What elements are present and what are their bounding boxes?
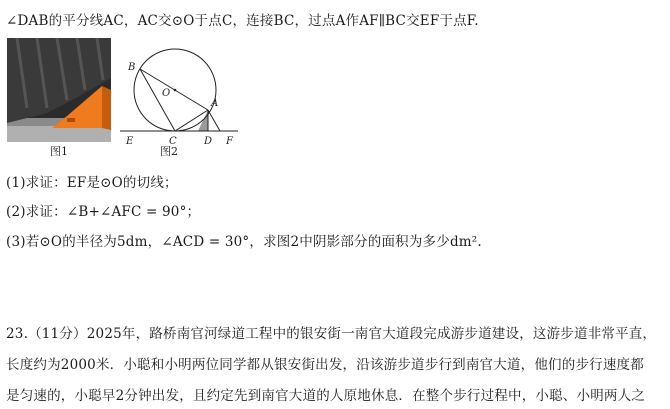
label-E: E xyxy=(126,136,134,147)
problem-statement-line: ∠DAB的平分线AC，AC交⊙O于点C，连接BC，过点A作AF∥BC交EF于点F. xyxy=(6,13,479,29)
label-B: B xyxy=(128,62,136,73)
label-O: O xyxy=(162,88,171,99)
problem-23-line-3: 是匀速的，小聪早2分钟出发，且约定先到南官大道的人原地休息．在整个步行过程中，小聪、小明两人之 xyxy=(6,388,645,404)
question-3: (3)若⊙O的半径为5dm，∠ACD = 30°，求图2中阴影部分的面积为多少dm². xyxy=(6,234,482,250)
figure1-caption: 图1 xyxy=(50,145,68,158)
geometry-figure-2 xyxy=(120,40,245,147)
question-1: (1)求证：EF是⊙O的切线； xyxy=(6,175,178,191)
problem-23-line-2: 长度约为2000米．小聪和小明两位同学都从银安街出发，沿该游步道步行到南官大道，他们的步行速度都 xyxy=(6,357,644,373)
wheel-chock-photo xyxy=(7,38,111,142)
label-D: D xyxy=(204,136,213,147)
label-C: C xyxy=(169,136,177,147)
label-F: F xyxy=(226,136,233,147)
label-A: A xyxy=(211,98,219,109)
problem-23-line-1: 23.（11分）2025年，路桥南官河绿道工程中的银安街一南官大道段完成游步道建设，这游步道非常平直， xyxy=(6,326,657,342)
figure2-caption: 图2 xyxy=(160,145,178,158)
question-2: (2)求证：∠B+∠AFC = 90°； xyxy=(6,204,201,220)
